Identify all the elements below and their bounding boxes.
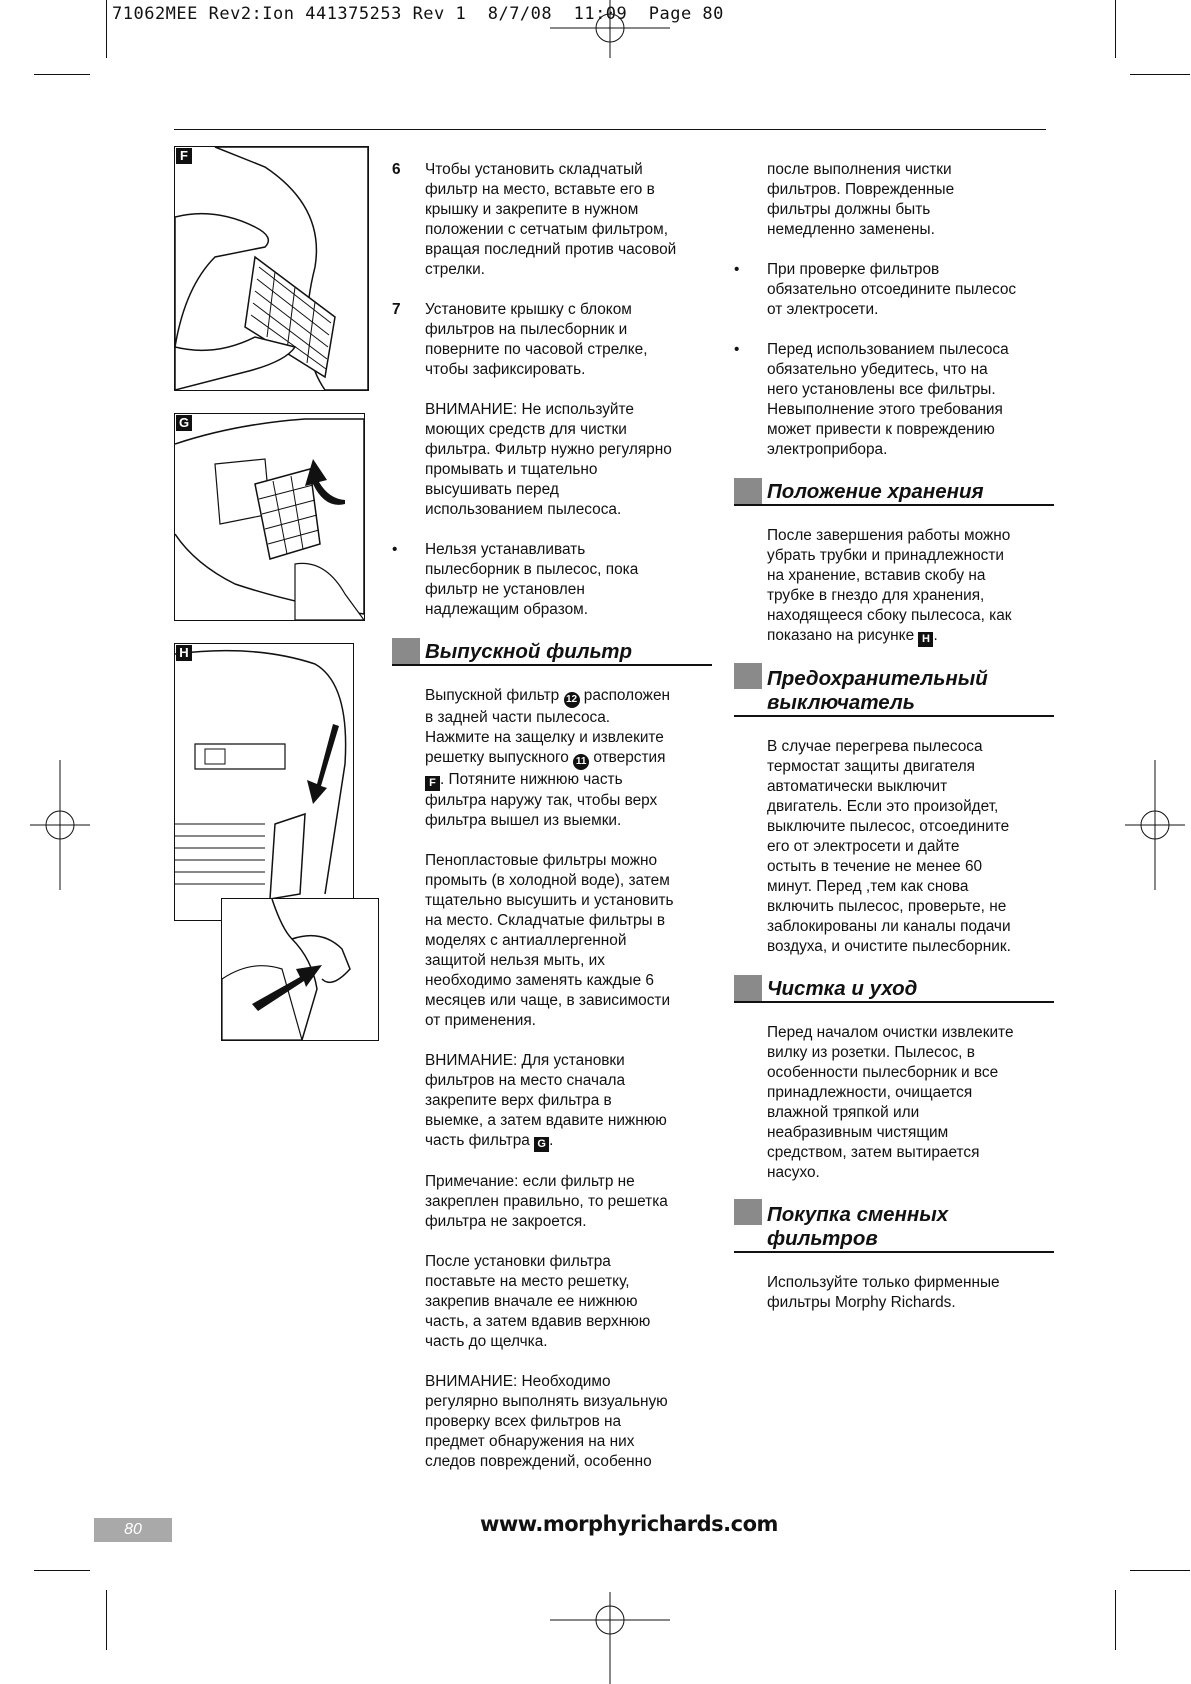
crop-mark [34,1570,90,1571]
figure-h [174,643,354,921]
print-slug-header: 71062MEE Rev2:Ion 441375253 Rev 1 8/7/08 11:09 Page 80 [112,4,724,24]
bullet-marker: • [392,541,398,558]
figure-ref-h-icon: H [918,632,933,647]
warning-detergent: ВНИМАНИЕ: Не используйте моющих средств для чистки фильтра. Фильтр нужно регулярно промывать и тщательно высушивать перед использованием пылесоса. [425,401,672,518]
crop-mark [1130,74,1190,75]
figure-f-label: F [176,148,192,164]
storage-text: После завершения работы можно убрать трубки и принадлежности на хранение, вставив скобу на трубке в гнездо для хранения, находящееся сбоку пылесоса, как показано на рисунке H . [767,527,1012,645]
continued-text: после выполнения чистки фильтров. Поврежденные фильтры должны быть немедленно заменены. [767,161,955,238]
text-column-right [734,160,1054,1333]
heading-square-icon [734,478,762,504]
heading-storage [734,480,1054,506]
heading-buy-filters [734,1203,1054,1253]
crop-mark [1115,1590,1116,1650]
heading-square-icon [734,663,762,689]
registration-mark-right [1125,760,1185,890]
top-rule [174,129,1046,130]
bullet-disconnect-text: При проверке фильтров обязательно отсоедините пылесос от электросети. [767,261,1017,318]
crop-mark [1130,1570,1190,1571]
bullet-disconnect [734,260,1054,320]
heading-cleaning-text: Чистка и уход [767,977,918,1000]
exhaust-para-2: Пенопластовые фильтры можно промыть (в холодной воде), затем тщательно высушить и установить на место. Складчатые фильтры в моделях с антиаллергенной защитой нельзя мыть, их необходимо заменять каждые 6 месяцев или чаще, в зависимости от применения. [425,852,674,1029]
crop-mark [106,0,107,58]
callout-12-icon: 12 [564,692,580,708]
step-7 [392,300,712,380]
heading-square-icon [392,638,420,664]
registration-mark-bottom [550,1592,670,1684]
figure-h-label: H [176,645,192,661]
exhaust-para-4: Примечание: если фильтр не закреплен правильно, то решетка фильтра не закроется. [425,1173,668,1230]
figure-h-illustration [175,644,353,920]
callout-11-icon: 11 [573,754,589,770]
figure-h-inset-illustration [222,899,378,1040]
exhaust-para-6: ВНИМАНИЕ: Необходимо регулярно выполнять визуальную проверку всех фильтров на предмет обнаружения на них следов повреждений, особенно [425,1373,668,1470]
figure-g-illustration [175,414,364,620]
bullet-filters-installed-text: Перед использованием пылесоса обязательно убедитесь, что на него установлены все фильтры. Невыполнение этого требования может привести к повреждению электроприбора. [767,341,1009,458]
figure-f [174,146,369,391]
heading-fuse-text: Предохранительный выключатель [767,667,988,714]
step-6-text: Чтобы установить складчатый фильтр на место, вставьте его в крышку и закрепите в нужном положении с сетчатым фильтром, вращая последний против часовой стрелки. [425,161,677,278]
heading-exhaust-filter [392,640,712,666]
exhaust-para-5: После установки фильтра поставьте на место решетку, закрепив вначале ее нижнюю часть, а затем вдавив верхнюю часть до щелчка. [425,1253,651,1350]
heading-cleaning [734,977,1054,1003]
exhaust-para-1: Выпускной фильтр 12 расположен в задней части пылесоса. Нажмите на защелку и извлеките решетку выпускного 11 отверстия F . Потяните нижнюю часть фильтра наружу так, чтобы верх фильтра вышел из выемки. [425,687,671,829]
step-6 [392,160,712,280]
heading-exhaust-filter-text: Выпускной фильтр [425,640,632,663]
step-7-number: 7 [392,301,401,318]
heading-storage-text: Положение хранения [767,480,984,503]
bullet-no-install [392,540,712,620]
website-url[interactable]: www.morphyrichards.com [480,1512,778,1536]
heading-buy-filters-text: Покупка сменных фильтров [767,1203,949,1250]
heading-fuse [734,667,1054,717]
step-7-text: Установите крышку с блоком фильтров на пылесборник и поверните по часовой стрелке, чтобы зафиксировать. [425,301,648,378]
figure-g [174,413,365,621]
page-number: 80 [94,1518,172,1542]
crop-mark [106,1590,107,1650]
figure-ref-g-icon: G [534,1137,549,1152]
cleaning-text: Перед началом очистки извлеките вилку из розетки. Пылесос, в особенности пылесборник и все принадлежности, очищается влажной тряпкой или неабразивным чистящим средством, затем вытирается насухо. [767,1024,1014,1181]
figure-f-illustration [175,147,368,390]
registration-mark-left [30,760,90,890]
bullet-no-install-text: Нельзя устанавливать пылесборник в пылесос, пока фильтр не установлен надлежащим образом. [425,541,639,618]
bullet-marker: • [734,341,740,358]
figure-ref-f-icon: F [425,776,440,791]
heading-square-icon [734,1199,762,1225]
crop-mark [1115,0,1116,58]
heading-square-icon [734,975,762,1001]
step-6-number: 6 [392,161,401,178]
bullet-filters-installed [734,340,1054,460]
bullet-marker: • [734,261,740,278]
crop-mark [34,74,90,75]
fuse-text: В случае перегрева пылесоса термостат защиты двигателя автоматически выключит двигатель. Если это произойдет, выключите пылесос, отсоедините его от электросети и дайте остыть в течение не менее 60 минут. Перед ,тем как снова включить пылесос, проверьте, не заблокированы ли каналы подачи воздуха, и очистите пылесборник. [767,738,1011,955]
registration-mark-top [550,0,670,60]
buy-filters-text: Используйте только фирменные фильтры Morphy Richards. [767,1274,1000,1311]
figure-g-label: G [176,415,192,431]
exhaust-para-3: ВНИМАНИЕ: Для установки фильтров на место сначала закрепите верх фильтра в выемке, а затем вдавите нижнюю часть фильтра G . [425,1052,667,1150]
figure-h-inset [221,898,379,1041]
text-column-left [392,160,712,1492]
